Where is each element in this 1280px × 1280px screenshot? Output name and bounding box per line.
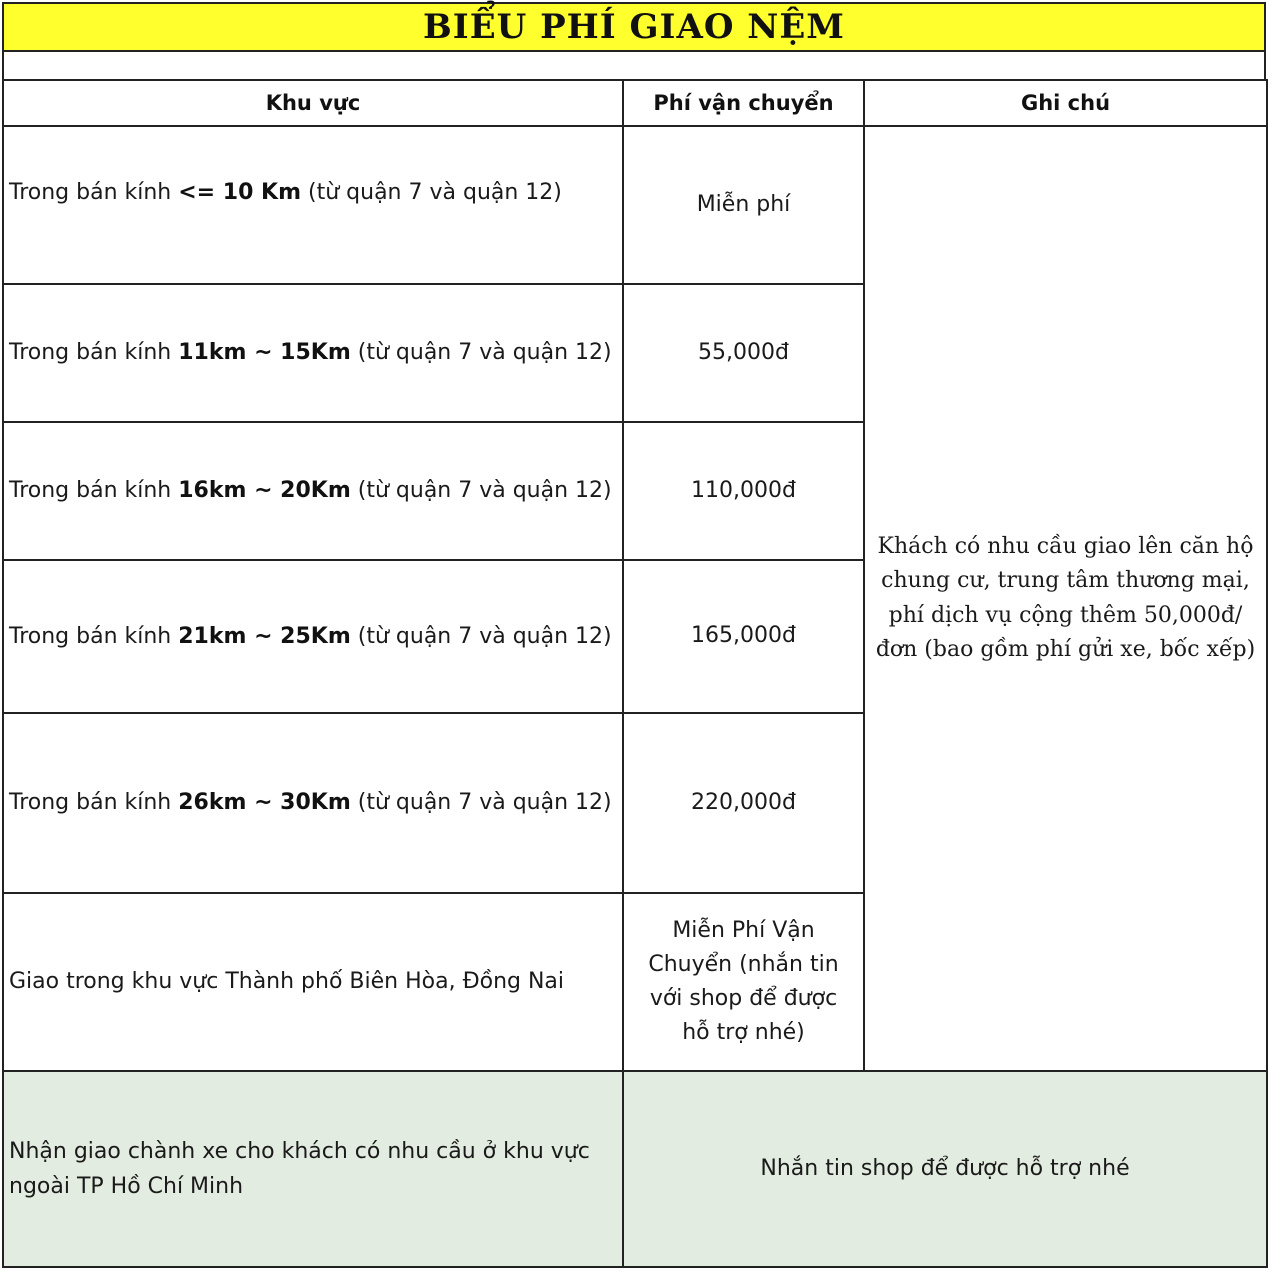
area-cell: Trong bán kính <= 10 Km (từ quận 7 và quận 12) [3,126,623,284]
fee-cell: Miễn Phí Vận Chuyển (nhắn tin với shop để được hỗ trợ nhé) [623,893,864,1071]
fee-cell: 110,000đ [623,422,864,560]
header-fee: Phí vận chuyển [623,80,864,126]
fee-cell: Nhắn tin shop để được hỗ trợ nhé [623,1071,1267,1267]
fee-cell: 220,000đ [623,713,864,893]
distance-range: <= 10 Km [178,180,302,205]
area-cell: Trong bán kính 21km ~ 25Km (từ quận 7 và quận 12) [3,560,623,713]
table-row [3,126,1267,284]
table-row [3,1071,1267,1267]
fee-sheet [2,2,1266,1266]
page-title: BIỂU PHÍ GIAO NỆM [2,2,1266,52]
fee-cell: 165,000đ [623,560,864,713]
fee-cell: Miễn phí [623,126,864,284]
distance-range: 26km ~ 30Km [178,790,351,816]
header-note: Ghi chú [864,80,1267,126]
distance-range: 11km ~ 15Km [178,340,351,366]
note-cell: Khách có nhu cầu giao lên căn hộ chung cư, trung tâm thương mại, phí dịch vụ cộng thêm 50,000đ/đơn (bao gồm phí gửi xe, bốc xếp) [864,126,1267,1071]
spacer-row [2,52,1266,79]
header-row [3,80,1267,126]
shipping-fee-table [2,79,1268,1268]
area-cell: Trong bán kính 11km ~ 15Km (từ quận 7 và quận 12) [3,284,623,422]
area-cell: Trong bán kính 26km ~ 30Km (từ quận 7 và quận 12) [3,713,623,893]
area-cell: Nhận giao chành xe cho khách có nhu cầu ở khu vực ngoài TP Hồ Chí Minh [3,1071,623,1267]
area-cell: Trong bán kính 16km ~ 20Km (từ quận 7 và quận 12) [3,422,623,560]
header-area: Khu vực [3,80,623,126]
distance-range: 16km ~ 20Km [178,478,351,504]
area-cell: Giao trong khu vực Thành phố Biên Hòa, Đồng Nai [3,893,623,1071]
fee-cell: 55,000đ [623,284,864,422]
distance-range: 21km ~ 25Km [178,623,351,649]
